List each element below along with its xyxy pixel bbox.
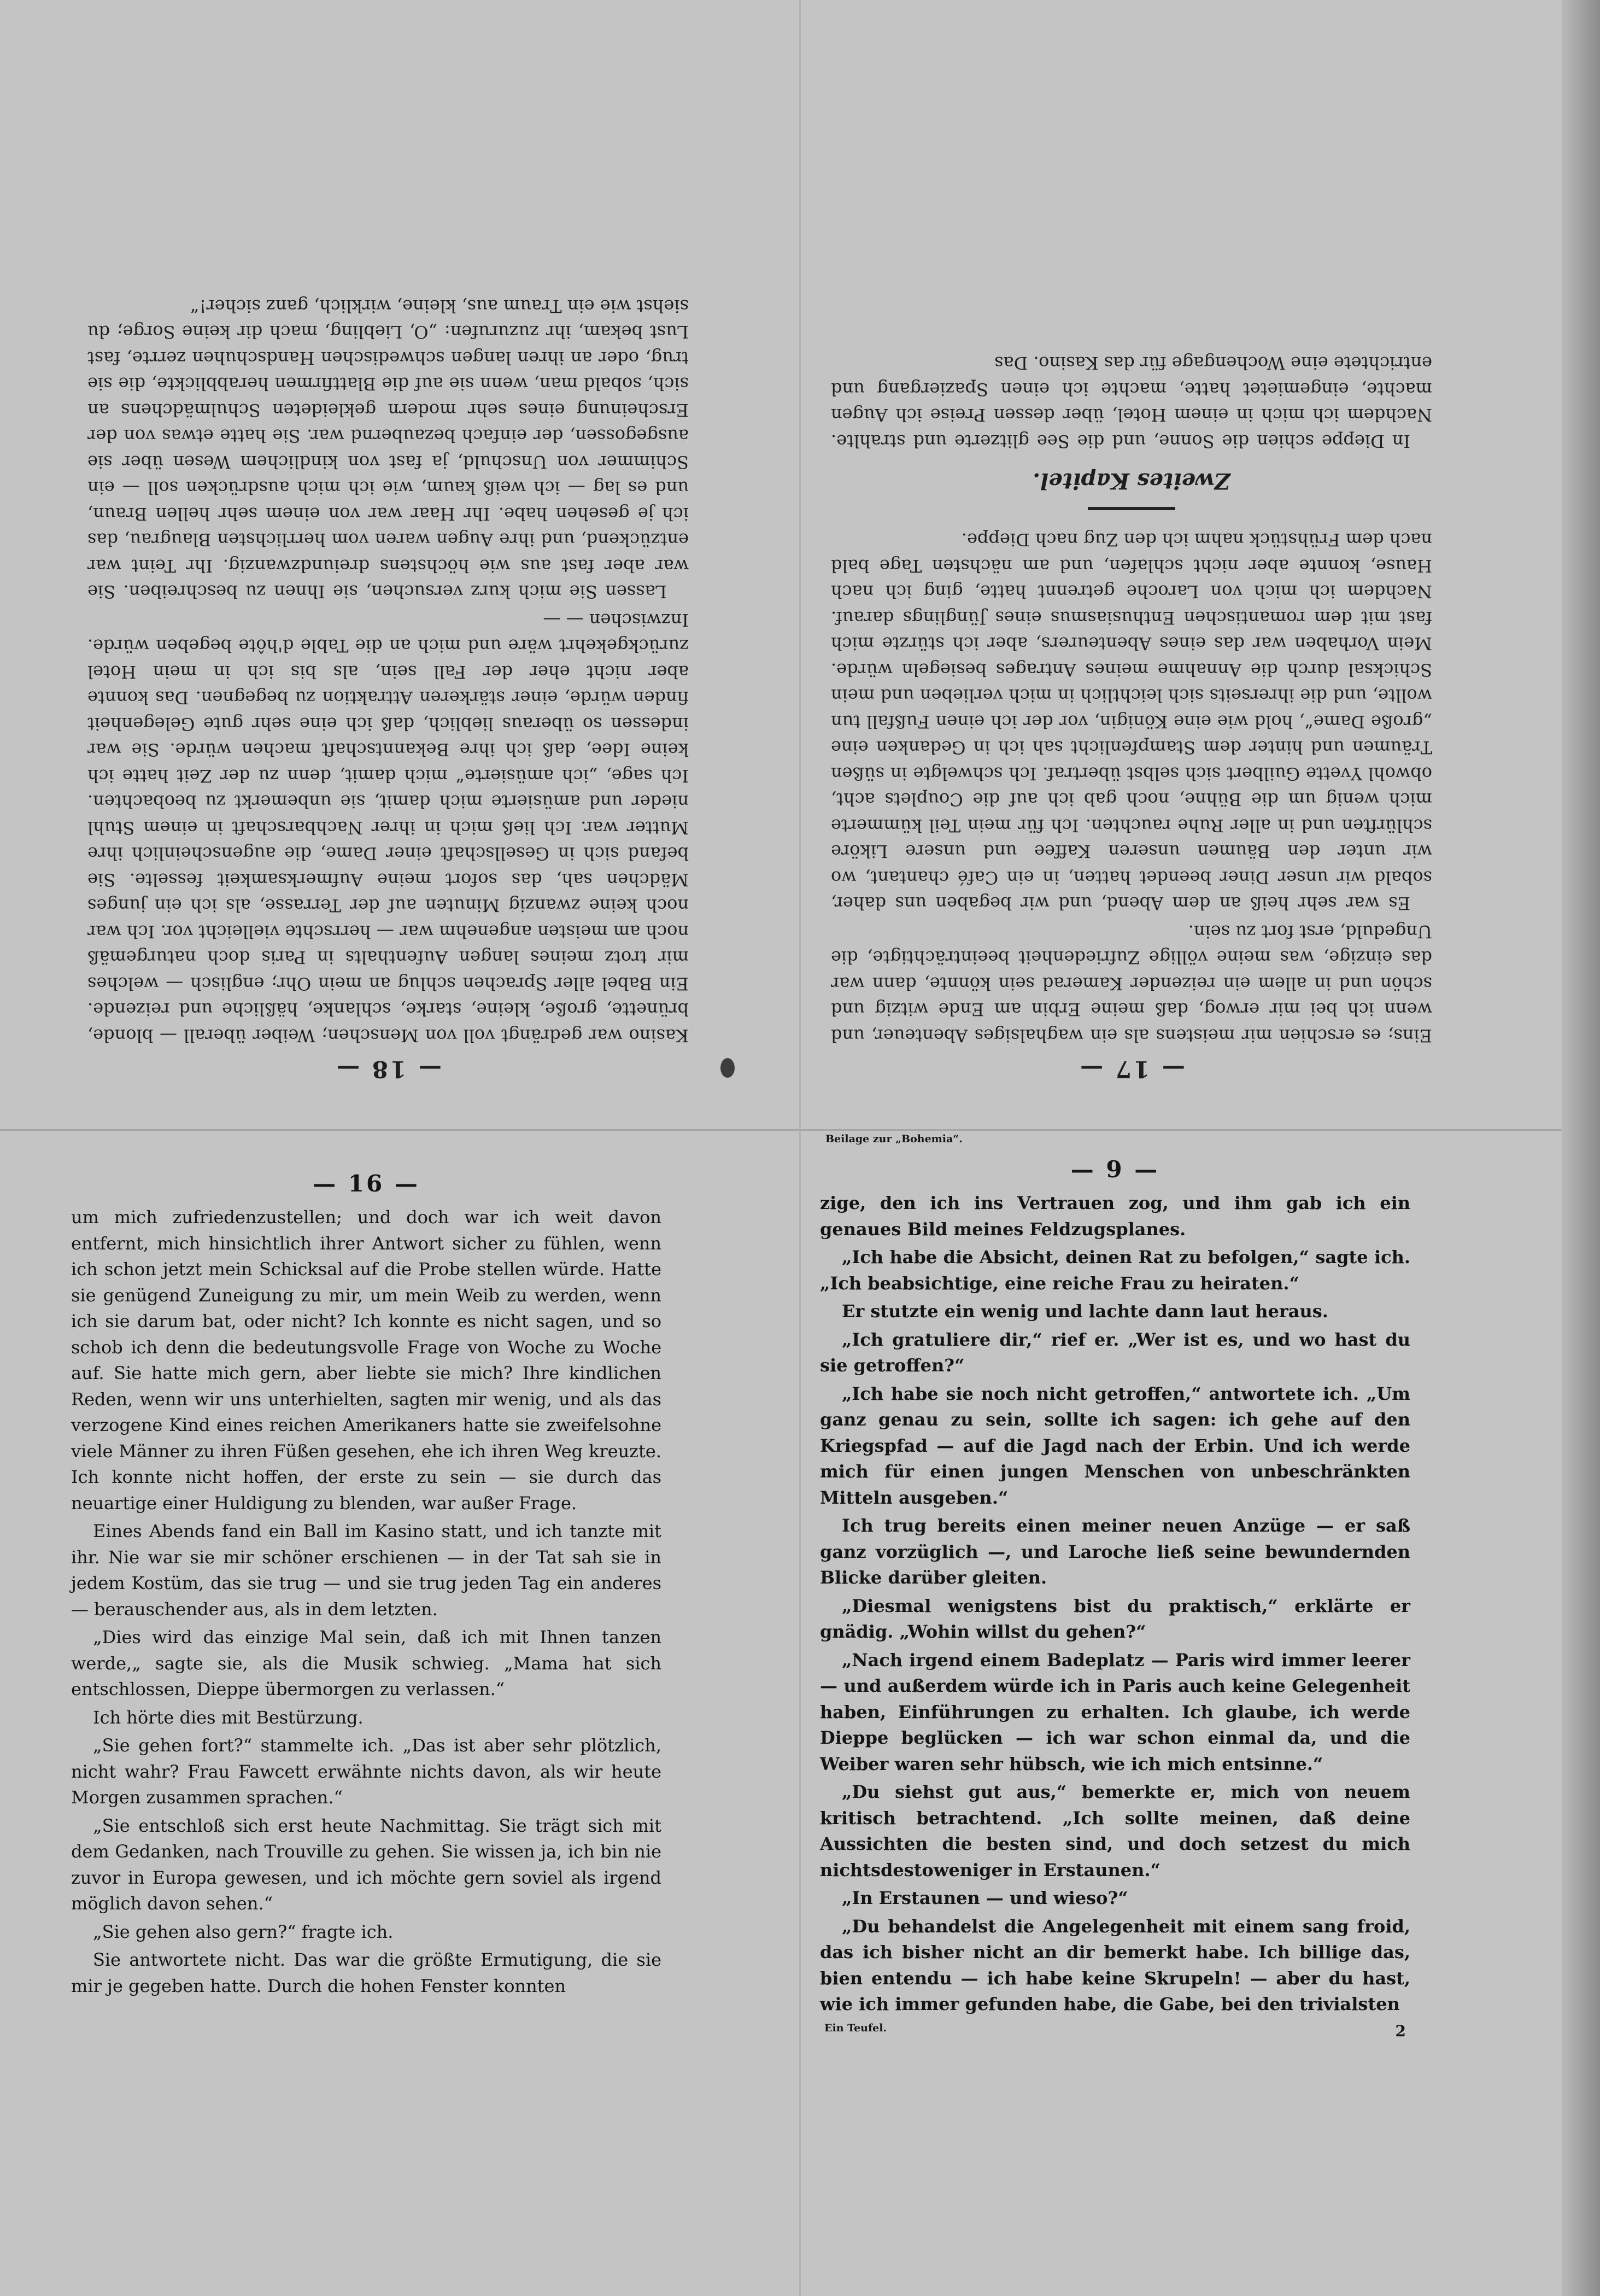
page-number: — 17 — <box>1078 1056 1185 1083</box>
page-17-inverted <box>831 104 1432 1083</box>
page-number: — 18 — <box>335 1056 442 1083</box>
text-paragraph: zige, den ich ins Vertrauen zog, und ihm gab ich ein genaues Bild meines Feldzugsplanes. <box>820 1193 1410 1240</box>
text-paragraph: „Du behandelst die Angelegenheit mit einem sang froid, das ich bisher nicht an dir bemerkt habe. Ich billige das, bien entendu — ich habe keine Skrupeln! — aber du hast, wie ich immer gefunden habe, die Gabe, bei den trivialsten <box>820 1915 1410 2014</box>
text-paragraph: Ich hörte dies mit Bestürzung. <box>93 1707 364 1728</box>
text-paragraph: „Sie gehen fort?“ stammelte ich. „Das ist aber sehr plötzlich, nicht wahr? Frau Fawcett erwähnte nichts davon, als wir heute Morgen zusammen sprachen.“ <box>71 1735 661 1808</box>
vertical-fold-line <box>799 0 801 2296</box>
text-paragraph: „Ich gratuliere dir,“ rief er. „Wer ist es, und wo hast du sie getroffen?“ <box>820 1329 1410 1376</box>
text-paragraph: Es war sehr heiß an dem Abend, und wir begaben uns daher, sobald wir unser Diner beendet hatten, in ein Café chantant, wo wir unter den Bäumen unseren Kaffee und unsere Liköre schlürften und in aller Ruhe rauchten. Ich für mein Teil kümmerte mich wenig um die Bühne, noch gab ich auf die Couplets acht, obwohl Yvette Guilbert sich selbst übertraf. Ich schwelgte in süßen Träumen und hinter dem Stampfenlicht sah ich in Gedanken eine „große Dame“, hold wie eine Königin, vor der ich einen Fußfall tun wollte, und die ihrerseits sich leichtlich in mich verlieben und mein Schicksal durch die Annahme meines Antrages besiegeln würde. Mein Vorhaben war das eines Abenteurers, aber ich stürzte mich fast mit dem romantischen Enthusiasmus eines Jünglings darauf. Nachdem ich mich von Laroche getrennt hatte, ging ich nach Hause, konnte aber nicht schlafen, und am nächsten Tage bald nach dem Frühstück nahm ich den Zug nach Dieppe. <box>831 529 1432 914</box>
text-paragraph: „Ich habe die Absicht, deinen Rat zu befolgen,“ sagte ich. „Ich beabsichtige, eine reiche Frau zu heiraten.“ <box>820 1247 1410 1294</box>
text-paragraph: „Ich habe sie noch nicht getroffen,“ antwortete ich. „Um ganz genau zu sein, sollte ich sagen: ich gehe auf den Kriegspfad — auf die Jagd nach der Erbin. Und ich werde mich für einen jungen Menschen von unbeschränkten Mitteln ausgeben.“ <box>820 1383 1410 1508</box>
text-paragraph: Er stutzte ein wenig und lachte dann laut heraus. <box>842 1301 1328 1322</box>
text-paragraph: „Du siehst gut aus,“ bemerkte er, mich von neuem kritisch betrachtend. „Ich sollte meinen, daß deine Aussichten die besten sind, und doch setzest du mich nichtsdestoweniger in Erstaunen.“ <box>820 1781 1410 1880</box>
page-9 <box>820 1133 1410 2161</box>
page-18-inverted <box>87 104 689 1083</box>
chapter-heading: Zweites Kapitel. <box>1033 468 1230 494</box>
text-paragraph: Eins; es erschien mir meistens als ein waghalsiges Abenteuer, und wenn ich bei mir erwog, daß meine Erbin am Ende witzig und schön und in allem ein reizender Kamerad sein könnte, dann war das einzige, was meine völlige Zufriedenheit beeinträchtigte, die Ungeduld, erst fort zu sein. <box>831 921 1432 1046</box>
text-paragraph: „Nach irgend einem Badeplatz — Paris wird immer leerer — und außerdem würde ich in Paris auch keine Gelegenheit haben, Einführungen zu erhalten. Ich glaube, ich werde Dieppe beglücken — ich war schon einmal da, und die Weiber waren sehr hübsch, wie ich mich entsinne.“ <box>820 1649 1410 1774</box>
page-16 <box>71 1170 661 2154</box>
text-paragraph: Sie antwortete nicht. Das war die größte Ermutigung, die sie mir je gegeben hatte. Durch die hohen Fenster konnten <box>71 1949 661 1996</box>
text-paragraph: Lassen Sie mich kurz versuchen, sie Ihnen zu beschreiben. Sie war aber fast aus wie höchstens dreiundzwanzig. Ihr Teint war entzückend, und ihre Augen waren vom herrlichsten Blaugrau, das ich je gesehen habe. Ihr Haar war von einem sehr hellen Braun, und es lag — ich weiß kaum, wie ich mich ausdrücken soll — ein Schimmer von Unschuld, ja fast von kindlichem Wesen über sie ausgegossen, der einfach bezaubernd war. Sie hatte etwas von der Erscheinung eines sehr modern gekleideten Schulmädchens an sich, sobald man, wenn sie auf die Blattfirmen herabblickte, die sie trug, oder an ihren langen schwedischen Handschuhen zerrte, fast Lust bekam, ihr zuzurufen: „O, Liebling, mach dir keine Sorge; du siehst wie ein Traum aus, kleine, wirklich, ganz sicher!“ <box>87 296 689 603</box>
text-paragraph: „Sie gehen also gern?“ fragte ich. <box>93 1921 394 1942</box>
text-paragraph: um mich zufriedenzustellen; und doch war ich weit davon entfernt, mich hinsichtlich ihrer Antwort sicher zu fühlen, wenn ich schon jetzt mein Schicksal auf die Probe stellen würde. Hatte sie genügend Zuneigung zu mir, um mein Weib zu werden, wenn ich sie darum bat, oder nicht? Ich konnte es nicht sagen, und so schob ich denn die bedeutungsvolle Frage von Woche zu Woche auf. Sie hatte mich gern, aber liebte sie mich? Ihre kindlichen Reden, wenn wir uns unterhielten, sagten mir wenig, und als das verzogene Kind eines reichen Amerikaners hatte sie zweifelsohne viele Männer zu ihren Füßen gesehen, ehe ich ihren Weg kreuzte. Ich konnte nicht hoffen, der erste zu sein — sie durch das neuartige einer Huldigung zu blenden, war außer Frage. <box>71 1207 661 1514</box>
footer-title: Ein Teufel. <box>824 2022 887 2034</box>
text-paragraph: Kasino war gedrängt voll von Menschen; Weiber überall — blonde, brünette, große, kleine, starke, schlanke, häßliche und reizende. Ein Babel aller Sprachen schlug an mein Ohr; englisch — welches mir trotz meines langen Aufenthalts in Paris doch naturgemäß noch am meisten angenehm war — herrschte vielleicht vor. Ich war noch keine zwanzig Minuten auf der Terrasse, als ich ein junges Mädchen sah, das sofort meine Aufmerksamkeit fesselte. Sie befand sich in Gesellschaft einer Dame, die augenscheinlich ihre Mutter war. Ich ließ mich in ihrer Nachbarschaft in einem Stuhl nieder und amüsierte mich damit, sie unbemerkt zu beobachten. Ich sage, „ich amüsierte“ mich damit, denn zu der Zeit hatte ich keine Idee, daß ich ihre Bekanntschaft machen würde. Sie war indessen so überaus lieblich, daß ich eine sehr gute Gelegenheit finden würde, einer stärkeren Attraktion zu begegnen. Das konnte aber nicht eher der Fall sein, als bis ich in mein Hotel zurückgekehrt wäre und mich an die Table d'hôte begeben würde. Inzwischen — — <box>87 610 689 1046</box>
ink-blot <box>720 1058 735 1078</box>
page-number: — 16 — <box>313 1170 420 1197</box>
supplement-label: Beilage zur „Bohemia“. <box>825 1133 963 1145</box>
horizontal-fold-line <box>0 1129 1562 1131</box>
page-number: — 9 — <box>1070 1156 1160 1183</box>
text-paragraph: „Diesmal wenigstens bist du praktisch,“ erklärte er gnädig. „Wohin willst du gehen?“ <box>820 1595 1410 1642</box>
section-rule <box>1088 507 1175 510</box>
text-paragraph: „Sie entschloß sich erst heute Nachmittag. Sie trägt sich mit dem Gedanken, nach Trouville zu gehen. Sie wissen ja, ich bin nie zuvor in Europa gewesen, und ich möchte gern soviel als irgend möglich davon sehen.“ <box>71 1815 661 1914</box>
text-paragraph: In Dieppe schien die Sonne, und die See glitzerte und strahlte. Nachdem ich mich in einem Hotel, über dessen Preise ich Augen machte, eingemietet hatte, machte ich einen Spaziergang und entrichtete eine Wochengage für das Kasino. Das <box>831 353 1432 452</box>
text-paragraph: Ich trug bereits einen meiner neuen Anzüge — er saß ganz vorzüglich —, und Laroche ließ seine bewundernden Blicke darüber gleiten. <box>820 1515 1410 1588</box>
signature-mark: 2 <box>1395 2022 1406 2040</box>
text-paragraph: „In Erstaunen — und wieso?“ <box>842 1888 1128 1908</box>
text-paragraph: Eines Abends fand ein Ball im Kasino statt, und ich tanzte mit ihr. Nie war sie mir schöner erschienen — in der Tat sah sie in jedem Kostüm, das sie trug — und sie trug jeden Tag ein anderes — berauschender aus, als in dem letzten. <box>71 1521 661 1620</box>
page-footer <box>820 2022 1410 2040</box>
text-paragraph: „Dies wird das einzige Mal sein, daß ich mit Ihnen tanzen werde,„ sagte sie, als die Musik schwieg. „Mama hat sich entschlossen, Dieppe übermorgen zu verlassen.“ <box>71 1627 661 1699</box>
